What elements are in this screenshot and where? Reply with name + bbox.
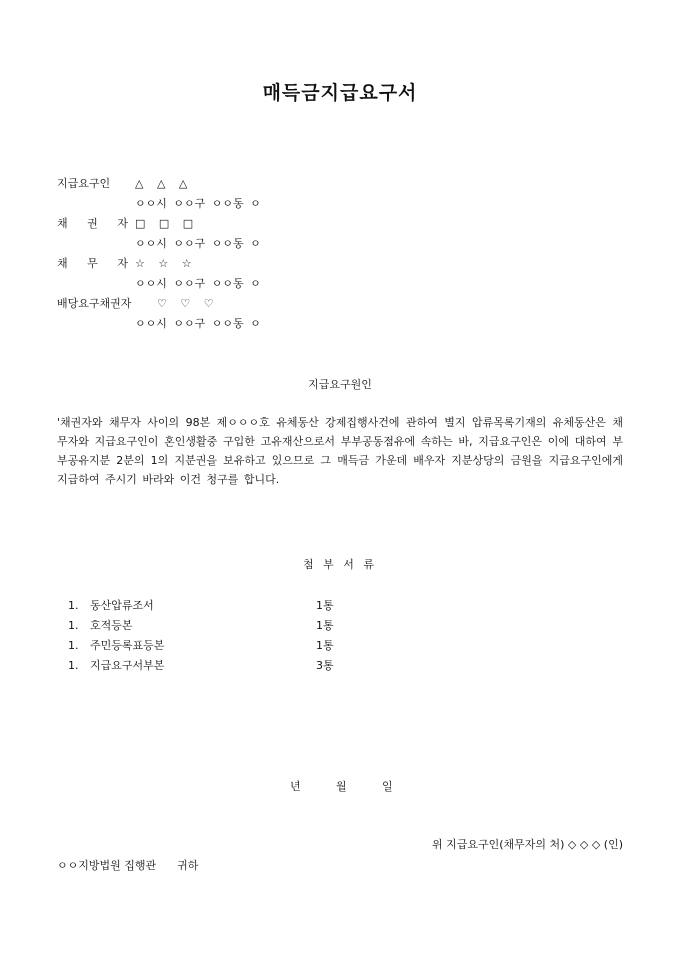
party-role: 지급요구인 [57, 177, 111, 190]
attachment-item [68, 657, 334, 673]
signer-line: 위 지급요구인(채무자의 처) ◇ ◇ ◇ (인) [431, 838, 623, 851]
party-creditor [57, 215, 193, 231]
party-distribution-creditor [57, 295, 214, 311]
party-name-marks: △ △ △ [135, 177, 188, 190]
attachment-count: 1통 [316, 599, 334, 612]
party-address: ㅇㅇ시 ㅇㅇ구 ㅇㅇ동 ㅇ [135, 237, 261, 250]
party-requester [57, 175, 187, 191]
party-address: ㅇㅇ시 ㅇㅇ구 ㅇㅇ동 ㅇ [135, 277, 261, 290]
party-role: 채 무 자 [57, 257, 136, 270]
date-day: 일 [382, 780, 393, 793]
attachment-name: 호적등본 [90, 619, 133, 632]
reason-heading: 지급요구원인 [308, 378, 372, 391]
reason-body: '채권자와 채무자 사이의 98본 제ㅇㅇㅇ호 유체동산 강제집행사건에 관하여 별지 압류목록기재의 유체동산은 채무자와 지급요구인이 혼인생활중 구입한 고유재산으로서 부부공동점유에 속하는 바, 지급요구인은 이에 대하여 부부공유지분 2분의 1의 지분권을 보유하고 있으므로 그 매득금 가운데 배우자 지분상당의 금원을 지급요구인에게 지급하여 주시기 바라와 이건 청구를 합니다. [57, 416, 623, 486]
document-title: 매득금지급요구서 [262, 82, 418, 104]
party-address: ㅇㅇ시 ㅇㅇ구 ㅇㅇ동 ㅇ [135, 197, 261, 210]
party-debtor [57, 255, 192, 271]
party-name-marks: ☆ ☆ ☆ [135, 257, 192, 270]
document-date [290, 778, 393, 794]
date-month: 월 [336, 780, 347, 793]
attachment-count: 1통 [316, 619, 334, 632]
attachment-number: 1. [68, 639, 79, 652]
attachment-name: 주민등록표등본 [90, 639, 165, 652]
attachment-name: 동산압류조서 [90, 599, 154, 612]
party-role: 채 권 자 [57, 217, 136, 230]
attachment-item [68, 617, 334, 633]
attachment-number: 1. [68, 659, 79, 672]
attachment-number: 1. [68, 599, 79, 612]
recipient-line: ㅇㅇ지방법원 집행관 귀하 [57, 859, 199, 872]
attachment-count: 1통 [316, 639, 334, 652]
attachment-number: 1. [68, 619, 79, 632]
party-role: 배당요구채권자 [57, 297, 132, 310]
attachment-item [68, 637, 334, 653]
party-name-marks: □ □ □ [135, 217, 194, 230]
attachment-item [68, 597, 334, 613]
attachment-count: 3통 [316, 659, 334, 672]
date-year: 년 [290, 780, 301, 793]
attachments-heading: 첨 부 서 류 [303, 558, 377, 571]
party-address: ㅇㅇ시 ㅇㅇ구 ㅇㅇ동 ㅇ [135, 317, 261, 330]
attachment-name: 지급요구서부본 [90, 659, 165, 672]
party-name-marks: ♡ ♡ ♡ [157, 297, 214, 310]
